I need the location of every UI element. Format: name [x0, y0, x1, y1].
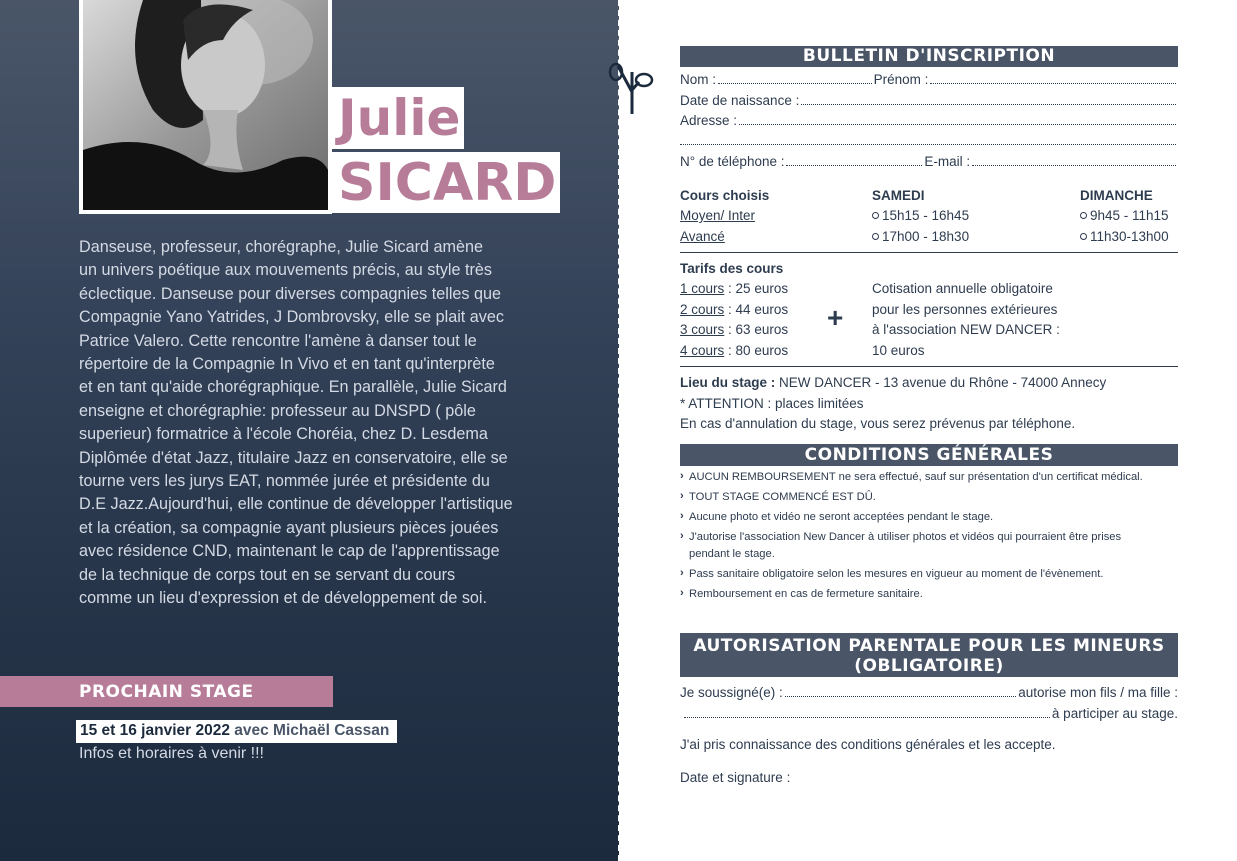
bio-line: enseigne et chorégraphie: professeur au DNSPD ( pôle	[79, 401, 476, 420]
address-label: Adresse :	[680, 113, 738, 128]
rate-item	[680, 281, 788, 296]
rate-price: : 44 euros	[728, 302, 789, 317]
signature-label: Date et signature :	[680, 770, 791, 785]
sunday-slot[interactable]	[1080, 229, 1169, 244]
bio-line: et en tant qu'aide chorégraphique. En parallèle, Julie Sicard	[79, 378, 507, 397]
membership-line: Cotisation annuelle obligatoire	[872, 281, 1053, 296]
parental-title-line1: AUTORISATION PARENTALE POUR LES MINEURS	[693, 636, 1165, 656]
birth-label: Date de naissance :	[680, 93, 800, 108]
rate-item	[680, 302, 788, 317]
rate-price: : 80 euros	[728, 343, 789, 358]
rate-label: 4 cours	[680, 343, 725, 358]
slot-time: 11h30-13h00	[1090, 229, 1169, 244]
venue-label: Lieu du stage :	[680, 375, 776, 390]
bio-line: Compagnie Yano Yatrides, J Dombrovsky, elle se plait avec	[79, 308, 504, 327]
guardian-end: autorise mon fils / ma fille :	[1018, 685, 1178, 700]
condition-item: › AUCUN REMBOURSEMENT ne sera effectué, sauf sur présentation d'un certificat médical.	[680, 469, 1178, 486]
scissors-icon	[606, 62, 656, 116]
bio-line: de la technique de corps tout en se servant du cours	[79, 565, 456, 584]
radio-circle-icon[interactable]	[1080, 233, 1087, 240]
parental-title-line2: (OBLIGATOIRE)	[854, 656, 1004, 676]
membership-line: 10 euros	[872, 343, 925, 358]
accept-statement: J'ai pris connaissance des conditions générales et les accepte.	[680, 737, 1056, 752]
saturday-heading: SAMEDI	[872, 188, 925, 203]
contact-row	[680, 154, 1178, 169]
radio-circle-icon[interactable]	[872, 233, 879, 240]
birth-row	[680, 93, 1178, 108]
course-level: Moyen/ Inter	[680, 208, 756, 223]
address-field-2[interactable]	[680, 134, 1176, 145]
phone-field[interactable]	[786, 155, 922, 166]
minor-field[interactable]	[684, 707, 1050, 718]
bio-line: D.E Jazz.Aujourd'hui, elle continue de développer l'artistique	[79, 495, 513, 514]
condition-item: › Remboursement en cas de fermeture sanitaire.	[680, 586, 1178, 603]
slot-time: 17h00 - 18h30	[882, 229, 970, 244]
courses-heading: Cours choisis	[680, 188, 770, 203]
bio-line: avec résidence CND, maintenant le cap de l'apprentissage	[79, 542, 500, 561]
email-label: E-mail :	[924, 154, 971, 169]
rates-heading: Tarifs des cours	[680, 261, 784, 276]
saturday-slot[interactable]	[872, 208, 969, 223]
plus-icon: +	[827, 302, 844, 333]
parental-title	[680, 633, 1178, 677]
stage-teacher: avec Michaël Cassan	[234, 722, 390, 739]
condition-item: › TOUT STAGE COMMENCÉ EST DÛ.	[680, 489, 1178, 506]
sunday-heading: DIMANCHE	[1080, 188, 1153, 203]
name-row	[680, 72, 1178, 87]
minor-row	[680, 706, 1178, 721]
bio-line: superieur) formatrice à l'école Choréia, chez D. Lesdema	[79, 425, 488, 444]
rate-label: 2 cours	[680, 302, 725, 317]
radio-circle-icon[interactable]	[872, 212, 879, 219]
guardian-row	[680, 685, 1178, 700]
membership-line: à l'association NEW DANCER :	[872, 322, 1060, 337]
birth-field[interactable]	[801, 94, 1176, 105]
condition-item: › Aucune photo et vidéo ne seront acceptées pendant le stage.	[680, 509, 1178, 526]
bio-line: éclectique. Danseuse pour diverses compagnies telles que	[79, 284, 502, 303]
bio-line: Danseuse, professeur, chorégraphe, Julie Sicard amène	[79, 238, 484, 256]
cancel-note: En cas d'annulation du stage, vous serez prévenus par téléphone.	[680, 416, 1076, 431]
stage-info: Infos et horaires à venir !!!	[79, 745, 264, 762]
biography	[79, 236, 559, 611]
slot-time: 9h45 - 11h15	[1090, 208, 1169, 223]
bio-line: Diplômée d'état Jazz, titulaire Jazz en conservatoire, elle se	[79, 448, 508, 467]
condition-item: › J'autorise l'association New Dancer à utiliser photos et vidéos qui pourraient être prises pendant le stage.	[680, 529, 1178, 563]
bio-line: un univers poétique aux mouvements précis, au style très	[79, 261, 492, 280]
cut-line	[618, 0, 620, 861]
rate-item	[680, 343, 788, 358]
rate-item	[680, 322, 788, 337]
last-name: SICARD	[332, 152, 560, 213]
phone-label: N° de téléphone :	[680, 154, 785, 169]
attention-note: * ATTENTION : places limitées	[680, 396, 864, 411]
bio-line: Patrice Valero. Cette rencontre l'amène à danser tout le	[79, 331, 477, 350]
prenom-label: Prénom :	[873, 72, 929, 87]
conditions-list	[680, 469, 1178, 603]
form-title: BULLETIN D'INSCRIPTION	[680, 46, 1178, 67]
sunday-slot[interactable]	[1080, 208, 1169, 223]
guardian-label: Je soussigné(e) :	[680, 685, 783, 700]
radio-circle-icon[interactable]	[1080, 212, 1087, 219]
rate-price: : 63 euros	[728, 322, 789, 337]
membership-line: pour les personnes extérieures	[872, 302, 1058, 317]
bio-line: comme un lieu d'expression et de développement de soi.	[79, 589, 488, 608]
address-field[interactable]	[739, 114, 1176, 125]
artist-photo	[79, 0, 332, 214]
address-row-2	[680, 134, 1178, 145]
venue-line	[680, 375, 1106, 390]
stage-dates: 15 et 16 janvier 2022	[80, 722, 230, 739]
condition-item: › Pass sanitaire obligatoire selon les mesures en vigueur au moment de l'évènement.	[680, 566, 1178, 583]
slot-time: 15h15 - 16h45	[882, 208, 970, 223]
next-stage-heading: PROCHAIN STAGE	[0, 676, 333, 707]
nom-label: Nom :	[680, 72, 717, 87]
next-stage-date	[76, 720, 397, 743]
minor-end: à participer au stage.	[1051, 706, 1178, 721]
address-row	[680, 113, 1178, 128]
divider	[680, 252, 1178, 253]
rate-label: 1 cours	[680, 281, 725, 296]
portrait-image	[83, 0, 328, 210]
bio-line: répertoire de la Compagnie In Vivo et en tant qu'interprète	[79, 355, 495, 374]
bio-line: tourne vers les jurys EAT, nommée jurée et présidente du	[79, 472, 490, 491]
divider	[680, 366, 1178, 367]
rate-price: : 25 euros	[728, 281, 789, 296]
guardian-field[interactable]	[785, 686, 1016, 697]
rate-label: 3 cours	[680, 322, 725, 337]
venue-address: NEW DANCER - 13 avenue du Rhône - 74000 Annecy	[779, 375, 1107, 390]
course-level: Avancé	[680, 229, 725, 244]
bio-line: et la création, sa compagnie ayant plusieurs pièces jouées	[79, 518, 499, 537]
prenom-field[interactable]	[930, 73, 1176, 84]
nom-field[interactable]	[718, 73, 872, 84]
saturday-slot[interactable]	[872, 229, 969, 244]
first-name: Julie	[332, 87, 464, 149]
conditions-title: CONDITIONS GÉNÉRALES	[680, 444, 1178, 466]
email-field[interactable]	[972, 155, 1176, 166]
